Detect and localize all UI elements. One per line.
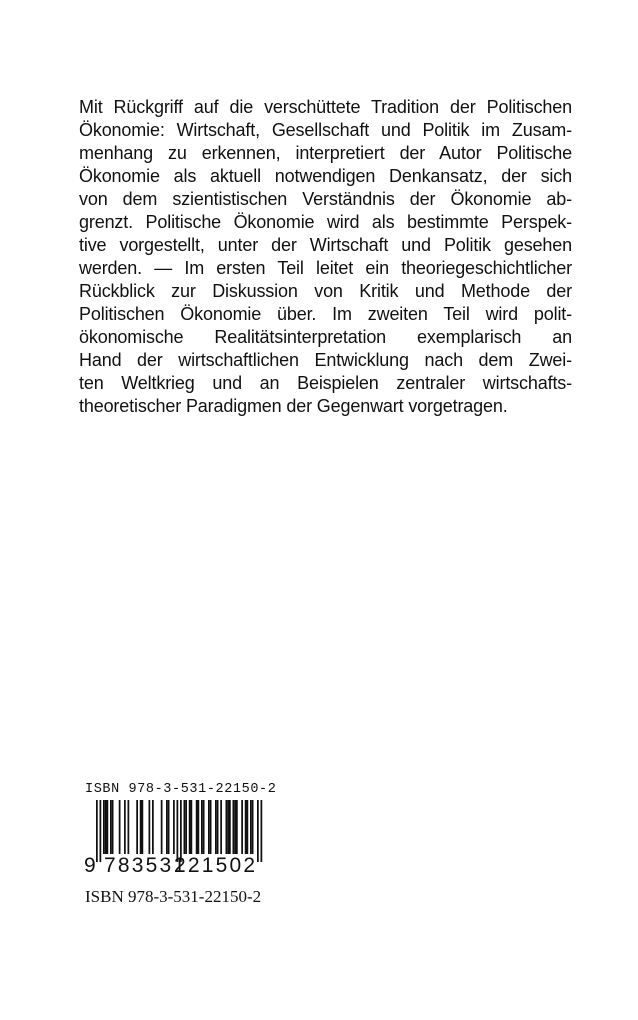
barcode-bar <box>215 800 217 854</box>
description-line: Mit Rückgriff auf die verschüttete Tradition der Politischen <box>79 97 572 117</box>
description-line: Politischen Ökonomie über. Im zweiten Teil wird polit- <box>79 304 572 324</box>
barcode-bar <box>245 800 247 854</box>
barcode-bar <box>191 800 193 854</box>
barcode-bar <box>227 800 229 854</box>
barcode-bar <box>173 800 175 854</box>
barcode-guard-bar <box>261 800 263 862</box>
barcode-bar <box>241 800 243 854</box>
description-line: von dem szientistischen Verständnis der Ökonomie ab- <box>79 189 572 209</box>
barcode-bar <box>124 800 126 854</box>
barcode-bar <box>201 800 203 854</box>
barcode-lead-digit: 9 <box>84 854 96 877</box>
description-line: Ökonomie: Wirtschaft, Gesellschaft und Politik im Zusam- <box>79 120 572 140</box>
barcode-bar <box>128 800 130 854</box>
barcode-bar <box>196 800 198 854</box>
barcode-bar <box>110 800 112 854</box>
barcode-bar <box>217 800 219 854</box>
barcode-bar <box>142 800 144 854</box>
barcode-bar <box>236 800 238 854</box>
barcode-guard-bar <box>100 800 102 862</box>
barcode-bar <box>152 800 154 854</box>
barcode-bar <box>140 800 142 854</box>
barcode-left-digits: 783531 <box>104 854 188 877</box>
description-line: werden. — Im ersten Teil leitet ein theoriegeschichtlicher <box>79 258 572 278</box>
barcode-bar <box>136 800 138 854</box>
barcode-bar <box>112 800 114 854</box>
barcode-bar <box>250 800 252 854</box>
barcode-bar <box>233 800 235 854</box>
isbn-label-top: ISBN 978-3-531-22150-2 <box>85 782 277 797</box>
isbn-label-bottom: ISBN 978-3-531-22150-2 <box>85 887 262 906</box>
barcode-bar <box>203 800 205 854</box>
description-line: Hand der wirtschaftlichen Entwicklung nach dem Zwei- <box>79 350 572 370</box>
barcode-bar <box>185 800 187 854</box>
barcode-bar <box>107 800 109 854</box>
barcode-guard-bar <box>177 800 179 862</box>
barcode-bar <box>220 800 222 854</box>
barcode-bar <box>168 800 170 854</box>
barcode-bar <box>105 800 107 854</box>
barcode-guard-bar <box>257 800 259 862</box>
barcode-right-digits: 221502 <box>174 854 258 877</box>
barcode-guard-bar <box>180 800 182 862</box>
description-line: ten Weltkrieg und an Beispielen zentraler wirtschafts- <box>79 373 572 393</box>
barcode-bar <box>189 800 191 854</box>
barcode-bar <box>247 800 249 854</box>
barcode-guard-bar <box>96 800 98 862</box>
barcode-bar <box>226 800 228 854</box>
description-line: theoretischer Paradigmen der Gegenwart vorgetragen. <box>79 396 508 416</box>
barcode-bar <box>208 800 210 854</box>
barcode-bar <box>149 800 151 854</box>
description-line: ökonomische Realitätsinterpretation exemplarisch an <box>79 327 572 347</box>
description-line: grenzt. Politische Ökonomie wird als bestimmte Perspek- <box>79 212 572 232</box>
description-line: Rückblick zur Diskussion von Kritik und Methode der <box>79 281 572 301</box>
barcode-bar <box>210 800 212 854</box>
barcode-bar <box>198 800 200 854</box>
barcode-bar <box>184 800 186 854</box>
barcode-bar <box>252 800 254 854</box>
back-cover-description <box>79 96 572 418</box>
barcode-bar <box>119 800 121 854</box>
barcode-bar <box>166 800 168 854</box>
barcode-bar <box>229 800 231 854</box>
description-line: tive vorgestellt, unter der Wirtschaft und Politik gesehen <box>79 235 572 255</box>
barcode-bar <box>234 800 236 854</box>
description-line: Ökonomie als aktuell notwendigen Denkansatz, der sich <box>79 166 572 186</box>
barcode-bar <box>103 800 105 854</box>
barcode-bar <box>161 800 163 854</box>
description-line: menhang zu erkennen, interpretiert der Autor Politische <box>79 143 572 163</box>
